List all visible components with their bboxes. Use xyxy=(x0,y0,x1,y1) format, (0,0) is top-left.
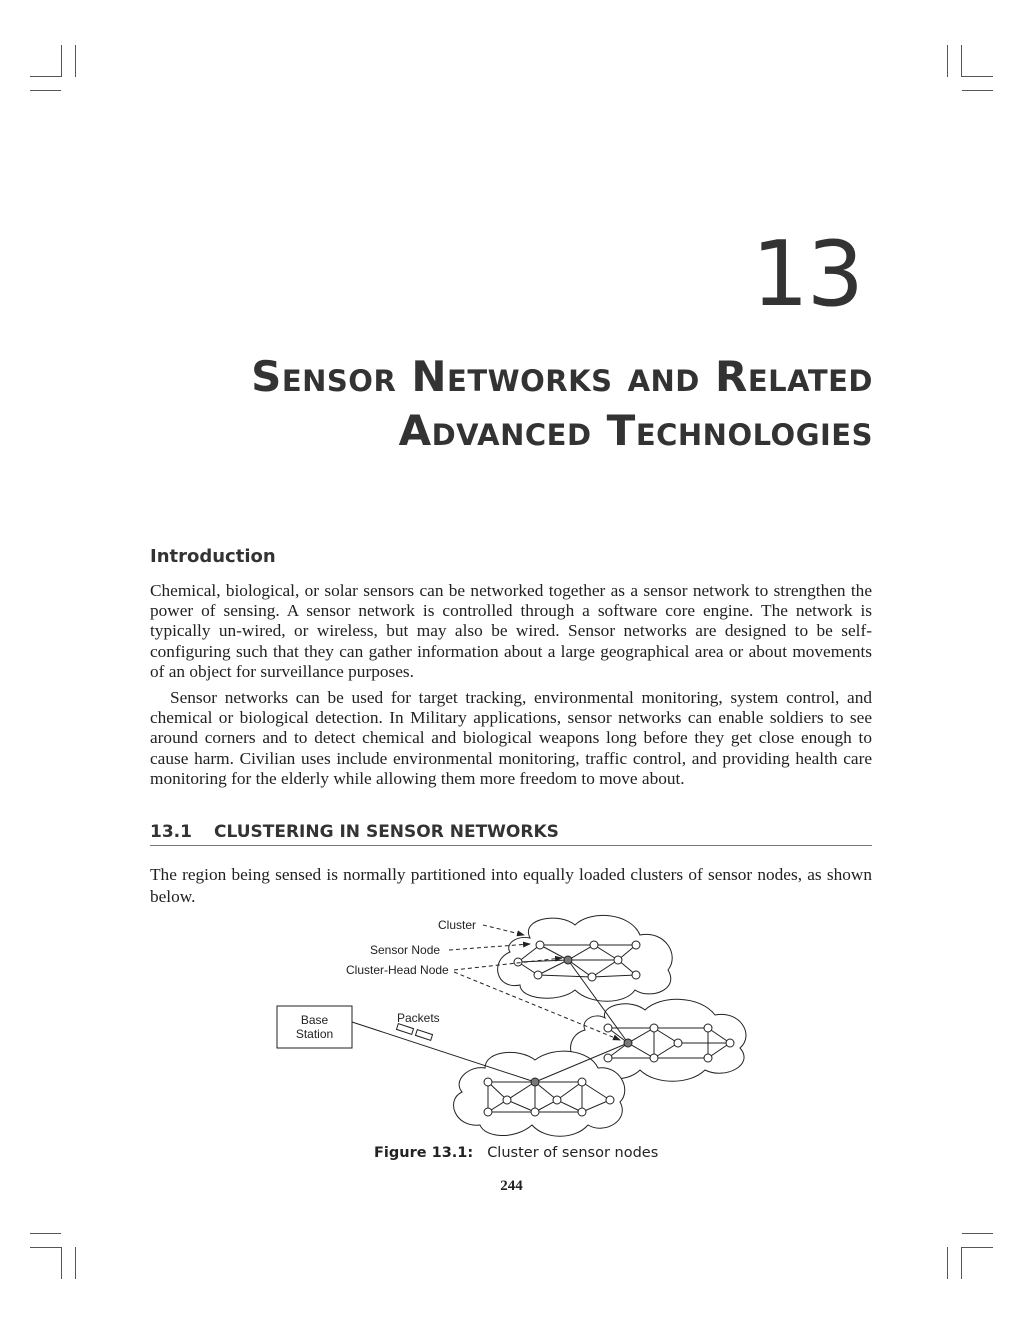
sensor-node xyxy=(726,1039,734,1047)
sensor-node xyxy=(650,1024,658,1032)
packet-icon xyxy=(415,1030,432,1041)
sensor-node xyxy=(578,1078,586,1086)
sensor-node xyxy=(484,1078,492,1086)
chapter-title-line-1: Sensor Networks and Related xyxy=(251,352,873,401)
cluster-head-node xyxy=(531,1078,539,1086)
sensor-node xyxy=(531,1108,539,1116)
section-title: CLUSTERING IN SENSOR NETWORKS xyxy=(214,822,559,842)
packets-label: Packets xyxy=(397,1011,440,1025)
cluster-head-node xyxy=(564,956,572,964)
sensor-node xyxy=(536,941,544,949)
sensor-node xyxy=(588,973,596,981)
sensor-node-label: Sensor Node xyxy=(370,943,441,957)
sensor-node xyxy=(604,1054,612,1062)
sensor-node xyxy=(650,1054,658,1062)
section-paragraph: The region being sensed is normally partitioned into equally loaded clusters of sensor nodes, as shown below. xyxy=(150,865,872,906)
sensor-node xyxy=(614,956,622,964)
cluster-head-node-label: Cluster-Head Node xyxy=(346,963,449,977)
figure-caption xyxy=(374,1145,658,1161)
cluster-label: Cluster xyxy=(438,918,477,932)
cluster-head-node xyxy=(624,1039,632,1047)
sensor-node xyxy=(534,971,542,979)
introduction-heading: Introduction xyxy=(150,546,276,567)
sensor-node xyxy=(484,1108,492,1116)
sensor-node xyxy=(632,941,640,949)
sensor-node xyxy=(590,941,598,949)
figure-caption-label: Figure 13.1: xyxy=(374,1145,474,1161)
sensor-node xyxy=(514,958,522,966)
figure-caption-text: Cluster of sensor nodes xyxy=(487,1145,659,1161)
base-station-label-line-1: Base xyxy=(300,1013,329,1027)
packet-icon xyxy=(396,1024,413,1035)
base-station-label-line-2: Station xyxy=(295,1027,334,1041)
sensor-node xyxy=(553,1096,561,1104)
sensor-node xyxy=(606,1096,614,1104)
base-station xyxy=(277,1006,352,1048)
sensor-node xyxy=(578,1108,586,1116)
page-number: 244 xyxy=(500,1178,523,1194)
sensor-node xyxy=(604,1024,612,1032)
introduction-paragraph-1: Chemical, biological, or solar sensors can be networked together as a sensor network to strengthen the power of sensing. A sensor network is controlled through a software core engine. The network is typically un-wired, or wireless, but may also be wired. Sensor networks are designed to be self-configuring such that they can gather information about a large geographical area or about movements of an object for surveillance purposes. xyxy=(150,581,872,681)
sensor-node xyxy=(632,971,640,979)
chapter-number: 13 xyxy=(751,222,862,327)
introduction-paragraph-2: Sensor networks can be used for target tracking, environmental monitoring, system control, and chemical or biological detection. In Military applications, sensor networks can enable soldiers to see around corners and to detect chemical and biological weapons long before they get close enough to cause harm. Civilian uses include environmental monitoring, traffic control, and providing health care monitoring for the elderly while allowing them more freedom to move about. xyxy=(150,688,872,788)
sensor-node xyxy=(674,1039,682,1047)
sensor-node xyxy=(503,1096,511,1104)
sensor-node xyxy=(704,1054,712,1062)
sensor-node xyxy=(704,1024,712,1032)
cluster-cloud-top xyxy=(498,915,673,1001)
section-number: 13.1 xyxy=(150,822,192,842)
chapter-title-line-2: Advanced Technologies xyxy=(398,406,873,455)
